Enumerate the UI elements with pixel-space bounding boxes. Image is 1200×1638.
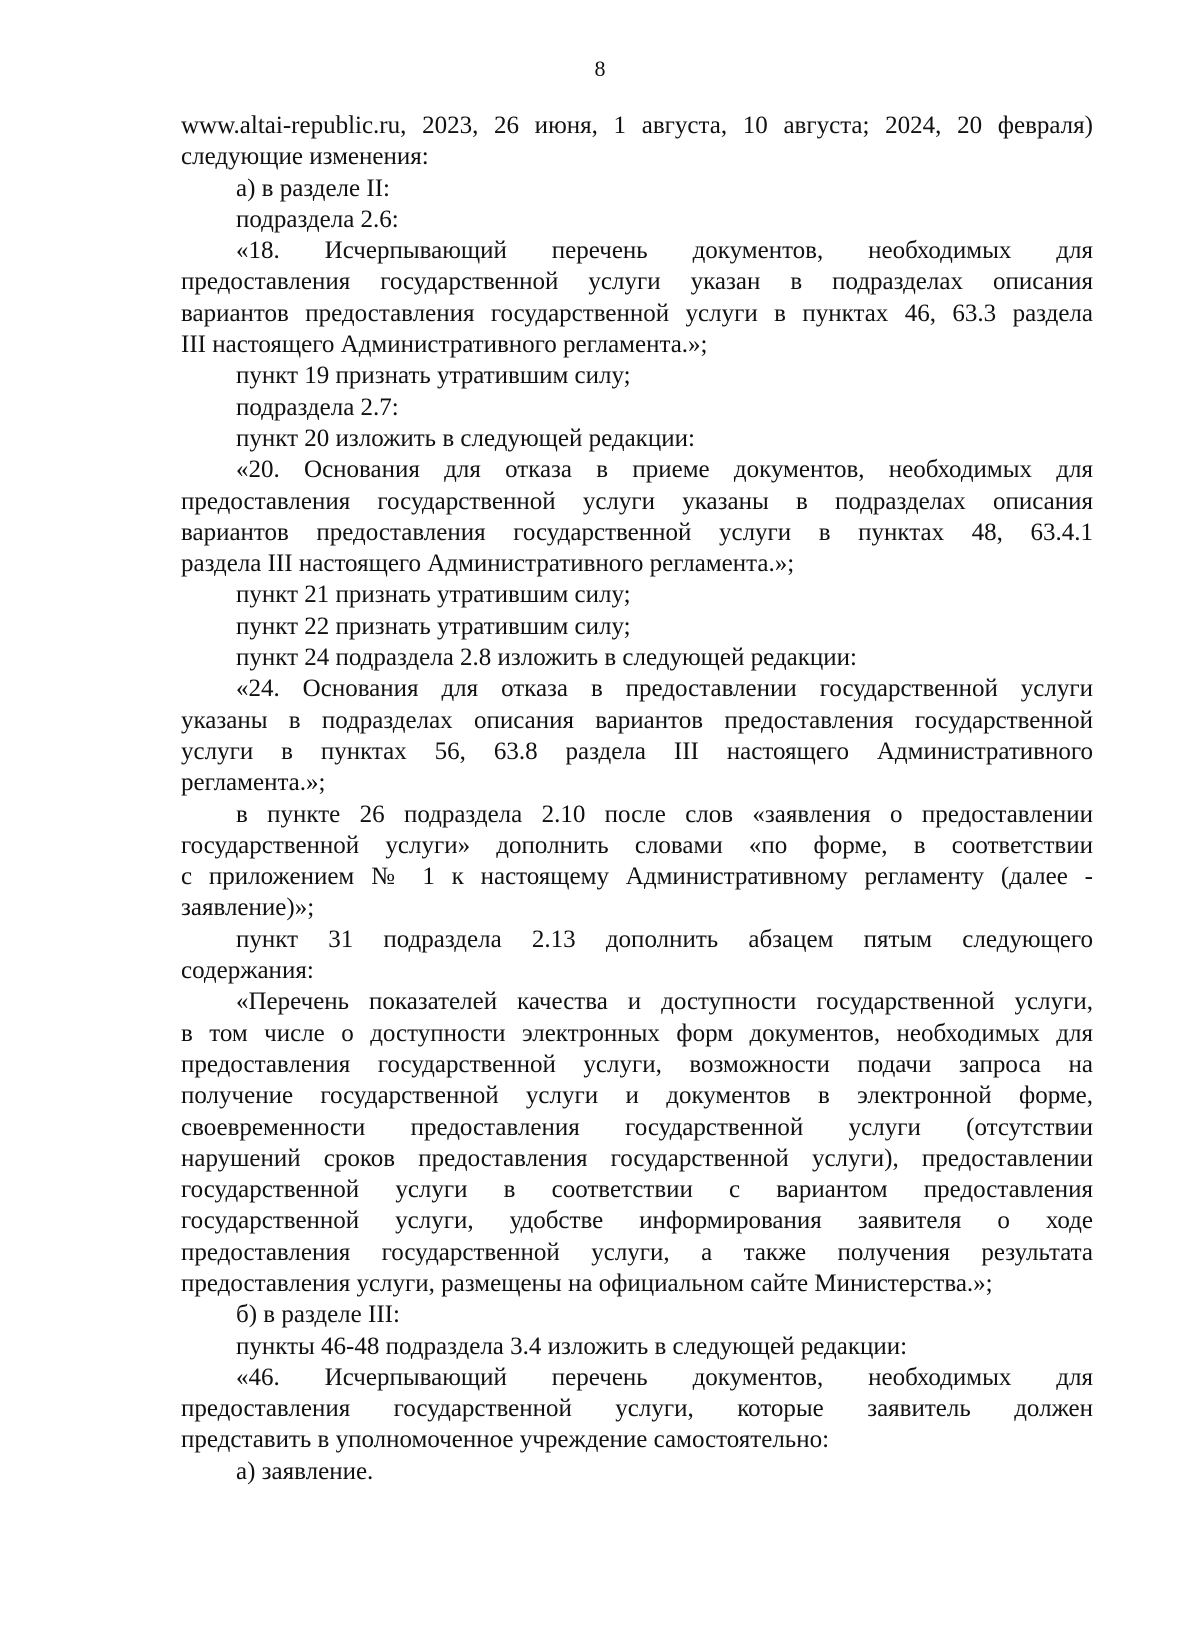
- text-line: а) заявление.: [236, 1457, 374, 1485]
- text-line: услуги в пунктах 56, 63.8 раздела III настоящего Административного: [181, 737, 1093, 765]
- text-line: с приложением № 1 к настоящему Административному регламенту (далее -: [181, 863, 1093, 891]
- text-line: предоставления услуги, размещены на официальном сайте Министерства.»;: [181, 1269, 993, 1297]
- text-line: пункт 22 признать утратившим силу;: [236, 612, 631, 640]
- text-line: предоставления государственной услуги указаны в подразделах описания: [181, 487, 1093, 515]
- text-line: заявление)»;: [181, 894, 315, 922]
- text-line: б) в разделе III:: [236, 1301, 400, 1329]
- text-line: пункты 46-48 подраздела 3.4 изложить в следующей редакции:: [236, 1332, 908, 1360]
- text-line: раздела III настоящего Административного регламента.»;: [181, 550, 795, 578]
- text-line: пункт 19 признать утратившим силу;: [236, 362, 631, 390]
- text-line: «20. Основания для отказа в приеме документов, необходимых для: [236, 456, 1093, 484]
- text-line: пункт 24 подраздела 2.8 изложить в следующей редакции:: [236, 644, 857, 672]
- text-line: нарушений сроков предоставления государственной услуги), предоставлении: [181, 1144, 1093, 1172]
- text-line: а) в разделе II:: [236, 174, 390, 202]
- text-line: предоставления государственной услуги, которые заявитель должен: [181, 1395, 1093, 1423]
- text-line: получение государственной услуги и документов в электронной форме,: [181, 1082, 1093, 1110]
- text-line: вариантов предоставления государственной услуги в пунктах 46, 63.3 раздела: [181, 299, 1093, 327]
- text-line: предоставления государственной услуги, возможности подачи запроса на: [181, 1050, 1093, 1078]
- text-line: в том числе о доступности электронных форм документов, необходимых для: [181, 1019, 1093, 1047]
- text-line: пункт 20 изложить в следующей редакции:: [236, 424, 695, 452]
- text-line: государственной услуги» дополнить словами «по форме, в соответствии: [181, 831, 1093, 859]
- text-line: государственной услуги в соответствии с вариантом предоставления: [181, 1176, 1093, 1204]
- text-line: предоставления государственной услуги, а также получения результата: [181, 1238, 1093, 1266]
- text-line: подраздела 2.7:: [236, 393, 399, 421]
- text-line: следующие изменения:: [181, 143, 429, 171]
- text-line: государственной услуги, удобстве информирования заявителя о ходе: [181, 1207, 1093, 1235]
- text-line: подраздела 2.6:: [236, 205, 399, 233]
- text-line: содержания:: [181, 957, 314, 985]
- text-line: III настоящего Административного регламента.»;: [181, 331, 708, 359]
- page-number: 8: [594, 56, 606, 81]
- text-line: «Перечень показателей качества и доступности государственной услуги,: [236, 988, 1093, 1016]
- document-body: [181, 110, 1093, 1487]
- text-line: своевременности предоставления государственной услуги (отсутствии: [181, 1113, 1093, 1141]
- text-line: вариантов предоставления государственной услуги в пунктах 48, 63.4.1: [181, 518, 1093, 546]
- text-line: в пункте 26 подраздела 2.10 после слов «заявления о предоставлении: [236, 800, 1093, 828]
- text-line: регламента.»;: [181, 769, 326, 797]
- text-line: www.altai-republic.ru, 2023, 26 июня, 1 августа, 10 августа; 2024, 20 февраля): [181, 112, 1093, 139]
- text-line: «18. Исчерпывающий перечень документов, необходимых для: [236, 237, 1093, 265]
- text-line: пункт 21 признать утратившим силу;: [236, 581, 631, 609]
- text-line: пункт 31 подраздела 2.13 дополнить абзацем пятым следующего: [236, 925, 1093, 953]
- text-line: предоставления государственной услуги указан в подразделах описания: [181, 268, 1093, 296]
- text-line: представить в уполномоченное учреждение самостоятельно:: [181, 1426, 830, 1454]
- text-line: указаны в подразделах описания вариантов предоставления государственной: [181, 706, 1093, 734]
- text-line: «46. Исчерпывающий перечень документов, необходимых для: [236, 1363, 1093, 1391]
- text-line: «24. Основания для отказа в предоставлении государственной услуги: [236, 675, 1093, 703]
